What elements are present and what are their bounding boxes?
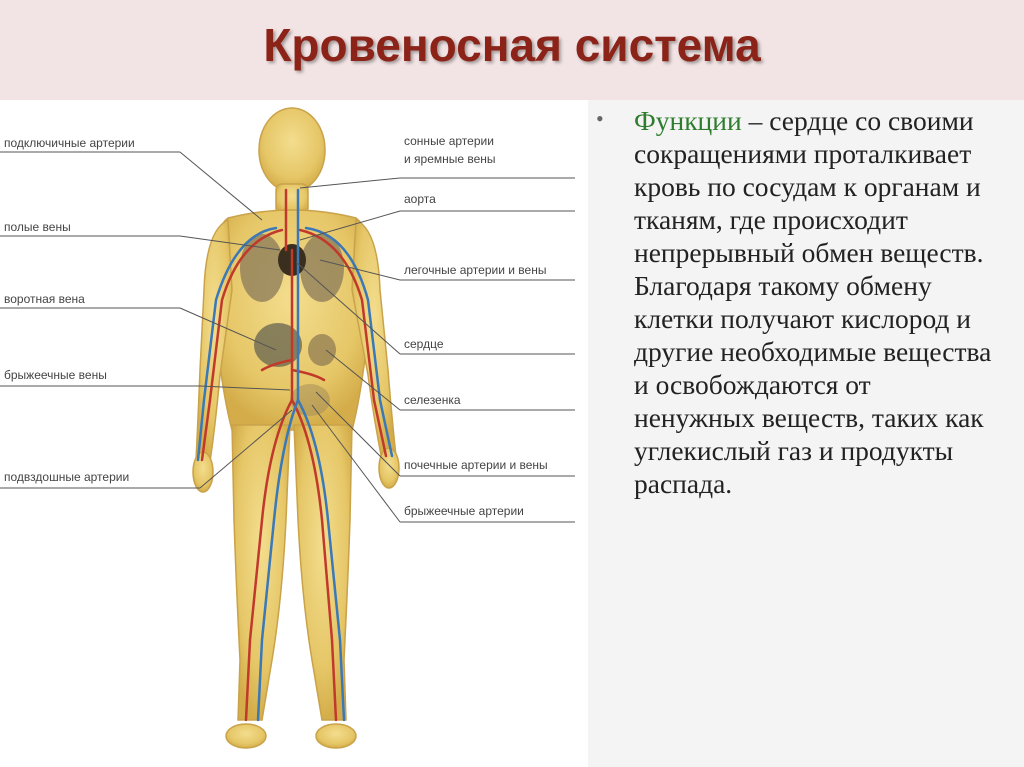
slide-title: Кровеносная система [263, 19, 761, 71]
functions-paragraph [634, 104, 994, 500]
label-pulmonary: легочные артерии и вены [404, 263, 547, 277]
label-heart: сердце [404, 337, 444, 351]
label-mesenteric-veins: брыжеечные вены [4, 368, 107, 382]
title-bar [0, 0, 1024, 100]
functions-description: – сердце со своими сокращениями проталкивает кровь по сосудам к органам и тканям, где происходит непрерывный обмен веществ. Благодаря такому обмену клетки получают кислород и другие необходимые вещества и освобождаются от ненужных веществ, таких как углекислый газ и продукты распада. [634, 105, 992, 499]
label-aorta: аорта [404, 192, 436, 206]
label-vena-cava: полые вены [4, 220, 71, 234]
label-carotid-arteries: сонные артерии [404, 134, 494, 148]
text-panel [588, 100, 1024, 767]
body-silhouette [193, 108, 399, 748]
label-iliac-arteries: подвздошные артерии [4, 470, 130, 484]
bullet-marker: • [596, 106, 604, 131]
label-renal: почечные артерии и вены [404, 458, 548, 472]
body-figure [0, 100, 588, 767]
label-spleen: селезенка [404, 393, 461, 407]
circulatory-diagram [0, 100, 588, 767]
label-mesenteric-arteries: брыжеечные артерии [404, 504, 524, 518]
label-portal-vein: воротная вена [4, 292, 85, 306]
label-jugular-veins: и яремные вены [404, 152, 496, 166]
functions-term: Функции [634, 105, 742, 136]
label-subclavian-arteries: подключичные артерии [4, 136, 135, 150]
